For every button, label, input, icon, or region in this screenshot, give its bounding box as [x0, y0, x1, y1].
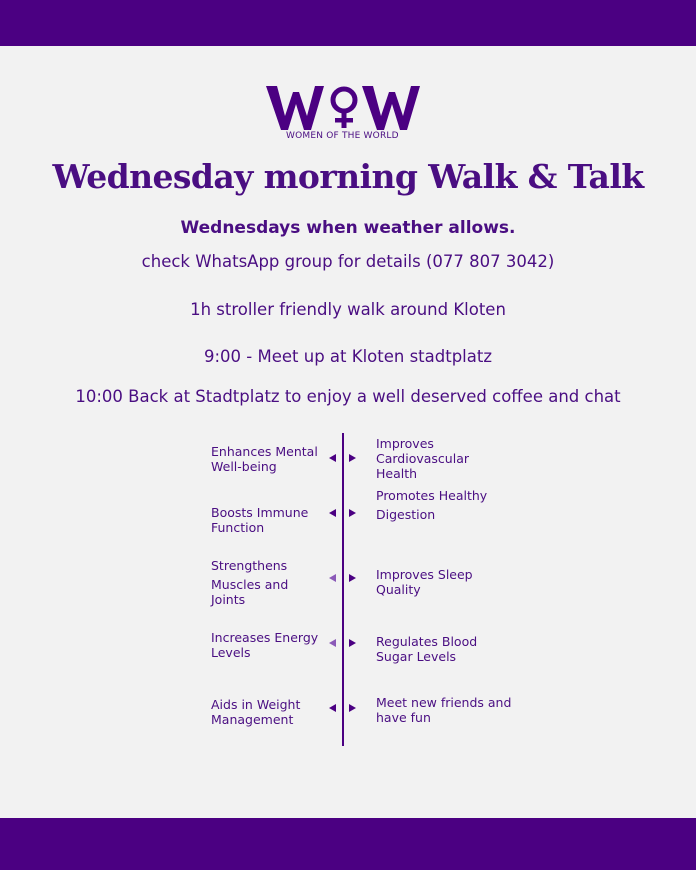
- page-title: Wednesday morning Walk & Talk: [52, 157, 644, 196]
- arrow-left-icon: [329, 509, 336, 517]
- bottom-band: [0, 818, 696, 870]
- arrow-left-icon: [329, 574, 336, 582]
- whatsapp-line: check WhatsApp group for details (077 807 3042): [141, 252, 555, 271]
- arrow-left-icon: [329, 639, 336, 647]
- top-band: [0, 0, 696, 46]
- benefit-right-4: Regulates Blood Sugar Levels: [376, 634, 478, 664]
- benefit-left-2: Boosts Immune Function: [211, 505, 309, 535]
- meet-time-line: 9:00 - Meet up at Kloten stadtplatz: [204, 347, 492, 366]
- benefit-left-5: Aids in Weight Management: [211, 697, 301, 727]
- benefit-left-1: Enhances Mental Well-being: [211, 444, 318, 474]
- schedule-subtitle: Wednesdays when weather allows.: [180, 218, 516, 238]
- logo-subtitle: WOMEN OF THE WORLD: [286, 131, 399, 141]
- arrow-right-icon: [349, 454, 356, 462]
- arrow-left-icon: [329, 704, 336, 712]
- benefits-timeline-axis: [342, 433, 344, 746]
- arrow-right-icon: [349, 574, 356, 582]
- benefit-right-1: Improves Cardiovascular Health: [376, 436, 469, 481]
- return-time-line: 10:00 Back at Stadtplatz to enjoy a well deserved coffee and chat: [75, 387, 621, 406]
- benefit-right-3: Improves Sleep Quality: [376, 567, 473, 597]
- benefit-right-5: Meet new friends and have fun: [376, 695, 512, 725]
- arrow-right-icon: [349, 704, 356, 712]
- arrow-left-icon: [329, 454, 336, 462]
- arrow-right-icon: [349, 639, 356, 647]
- benefit-left-3: Strengthens Muscles and Joints: [211, 558, 289, 607]
- arrow-right-icon: [349, 509, 356, 517]
- benefit-right-2: Promotes Healthy Digestion: [376, 488, 488, 522]
- stroller-line: 1h stroller friendly walk around Kloten: [190, 300, 506, 319]
- benefit-left-4: Increases Energy Levels: [211, 630, 319, 660]
